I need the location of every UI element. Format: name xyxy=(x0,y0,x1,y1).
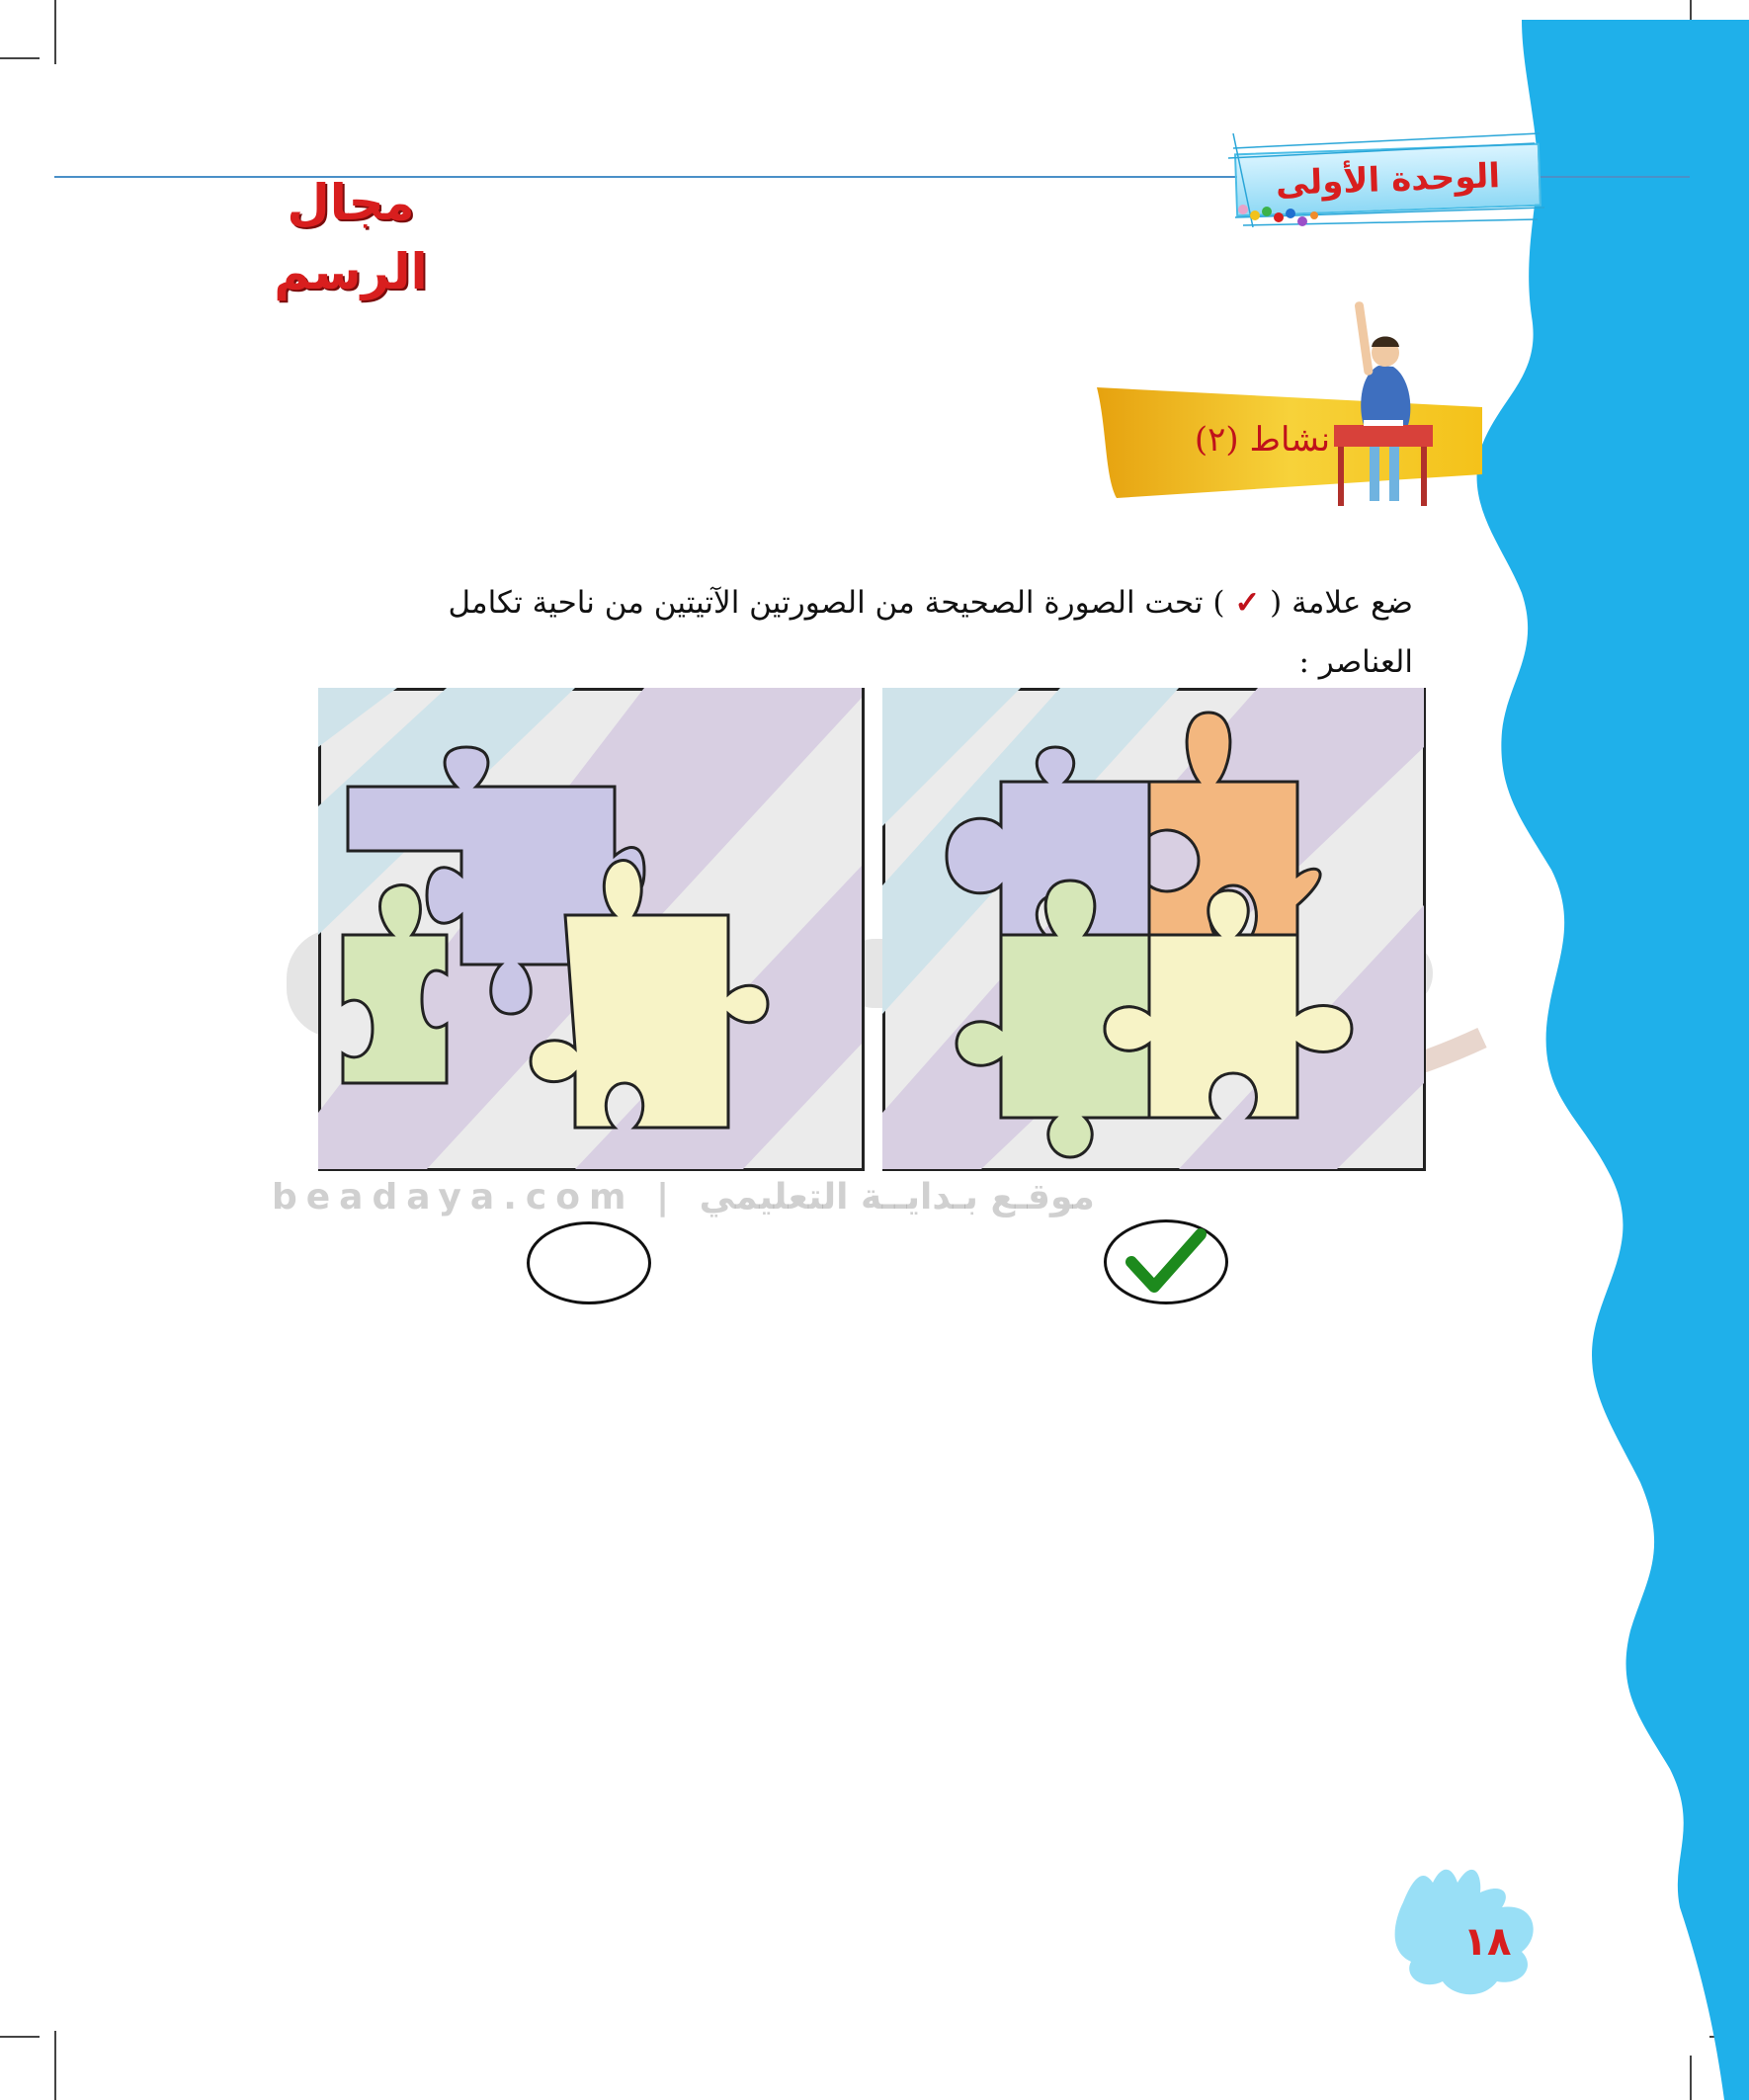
puzzle-image-assembled xyxy=(882,688,1426,1171)
unit-title: الوحدة الأولى xyxy=(1275,156,1501,204)
watermark-text: beadaya.com | موقـع بـدايــة التعليمي xyxy=(272,1177,1095,1218)
instruction-text xyxy=(395,573,1413,680)
answer-oval-right[interactable] xyxy=(1104,1219,1228,1304)
answer-oval-left[interactable] xyxy=(527,1221,651,1304)
check-icon: ✓ xyxy=(1234,585,1261,621)
check-mark-icon xyxy=(1107,1222,1225,1302)
instruction-before: ضع علامة ( xyxy=(1270,585,1413,621)
unit-banner-decoration xyxy=(1223,128,1549,237)
puzzle-image-scattered xyxy=(318,688,865,1171)
domain-title: مجال الرسم xyxy=(274,174,428,300)
page-number: ١٨ xyxy=(1462,1919,1512,1965)
instruction-after: ) تحت الصورة الصحيحة من الصورتين الآتيتين من ناحية تكامل العناصر : xyxy=(448,585,1413,680)
student-figure xyxy=(1324,301,1448,514)
activity-title: نشاط (٢) xyxy=(1194,420,1331,460)
